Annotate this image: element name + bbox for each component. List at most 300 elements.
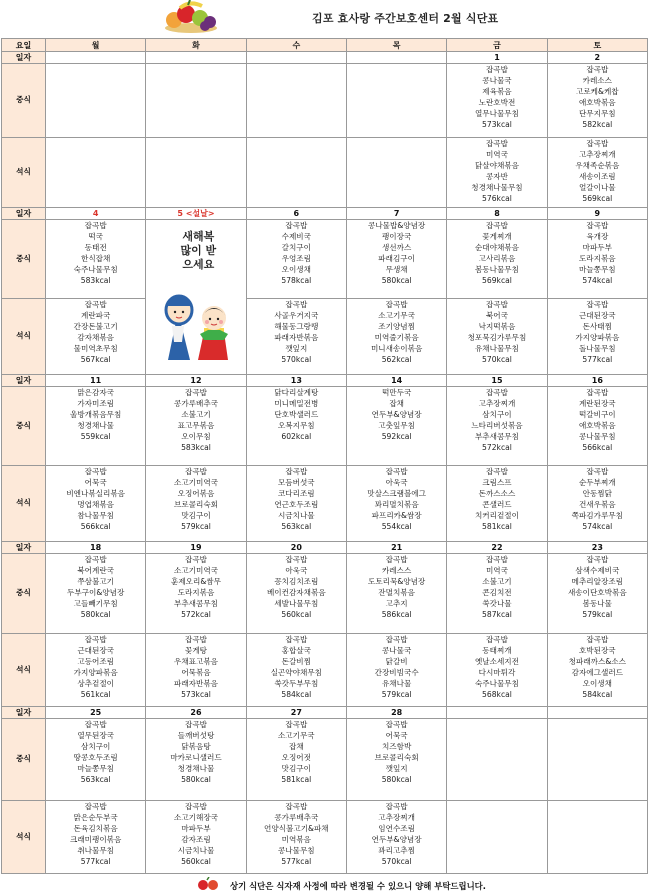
menu-item: 취나물무침 bbox=[77, 845, 114, 855]
dinner-menu-cell bbox=[246, 138, 346, 208]
menu-item: 고춧잎무침 bbox=[378, 420, 415, 430]
menu-item: 미역국 bbox=[485, 565, 508, 575]
menu-item: 옛날소세지전 bbox=[474, 656, 519, 666]
lunch-menu-cell bbox=[547, 220, 647, 299]
lunch-menu-cell bbox=[146, 554, 246, 634]
menu-item: 한식잡채 bbox=[80, 253, 111, 263]
ilja-label: 일자 bbox=[2, 208, 46, 220]
day-number: 28 bbox=[346, 707, 446, 719]
calorie-value: 578kcal bbox=[281, 275, 312, 285]
menu-item: 잡곡밥 bbox=[84, 300, 107, 309]
menu-item: 콘김치전 bbox=[482, 587, 512, 597]
menu-item: 떡국 bbox=[88, 231, 103, 241]
day-number-row bbox=[2, 208, 648, 220]
calorie-value: 584kcal bbox=[582, 689, 613, 699]
menu-item: 잡곡밥 bbox=[485, 467, 508, 476]
menu-item: 동태찌개 bbox=[482, 645, 512, 655]
lunch-menu-cell bbox=[246, 220, 346, 299]
menu-item: 소불고기 bbox=[482, 576, 512, 586]
menu-item: 우채족순볶음 bbox=[575, 160, 620, 170]
menu-item: 잡곡밥 bbox=[586, 300, 609, 309]
menu-item: 새송이조림 bbox=[578, 171, 616, 181]
menu-item: 고들빼기무침 bbox=[73, 598, 118, 608]
menu-item: 마늘쫑무침 bbox=[578, 264, 616, 274]
dinner-row bbox=[2, 299, 648, 375]
day-number bbox=[346, 52, 446, 64]
calorie-value: 582kcal bbox=[582, 119, 613, 129]
menu-item: 삼색수제비국 bbox=[575, 565, 620, 575]
lunch-row bbox=[2, 719, 648, 801]
weekday-mon: 월 bbox=[46, 39, 146, 52]
lunch-label: 중식 bbox=[2, 554, 46, 634]
lunch-menu-cell bbox=[46, 554, 146, 634]
menu-item: 간장비빔국수 bbox=[374, 667, 419, 677]
menu-item: 우엉조림 bbox=[281, 253, 311, 263]
lunch-menu-cell bbox=[146, 719, 246, 801]
day-number: 11 bbox=[46, 375, 146, 387]
menu-item: 땅콩호두조림 bbox=[73, 752, 118, 762]
dinner-menu-cell bbox=[547, 801, 647, 874]
menu-item: 아욱국 bbox=[385, 477, 408, 487]
calorie-value: 563kcal bbox=[281, 521, 312, 531]
menu-item: 크림스프 bbox=[482, 477, 512, 487]
day-number: 19 bbox=[146, 542, 246, 554]
menu-item: 파래김구이 bbox=[378, 253, 415, 263]
calorie-value: 574kcal bbox=[582, 521, 613, 531]
menu-item: 잡곡밥 bbox=[285, 467, 308, 476]
menu-item: 어묵국 bbox=[385, 730, 408, 740]
menu-item: 부추새콤무침 bbox=[474, 431, 519, 441]
day-number bbox=[246, 52, 346, 64]
menu-item: 유채나물무침 bbox=[474, 343, 519, 353]
dinner-menu-cell bbox=[246, 634, 346, 707]
weekday-fri: 금 bbox=[447, 39, 547, 52]
fruit-basket-icon bbox=[160, 0, 222, 34]
menu-item: 잡곡밥 bbox=[385, 300, 408, 309]
calorie-value: 570kcal bbox=[281, 354, 312, 364]
menu-item: 연두부&양념장 bbox=[371, 834, 422, 844]
lunch-menu-cell bbox=[447, 64, 547, 138]
menu-item: 잡곡밥 bbox=[184, 388, 207, 397]
menu-item: 어묵국 bbox=[84, 477, 107, 487]
page-header bbox=[0, 0, 650, 38]
calorie-value: 570kcal bbox=[381, 856, 412, 866]
menu-item: 호박된장국 bbox=[578, 645, 616, 655]
menu-item: 닭살야채볶음 bbox=[474, 160, 519, 170]
lunch-menu-cell bbox=[547, 387, 647, 466]
menu-item: 동태전 bbox=[84, 242, 107, 252]
menu-item: 잡곡밥 bbox=[485, 139, 508, 148]
menu-item: 오이생채 bbox=[582, 678, 612, 688]
menu-item: 도토리묵&양념장 bbox=[368, 576, 426, 586]
calorie-value: 554kcal bbox=[381, 521, 412, 531]
dinner-menu-cell bbox=[46, 138, 146, 208]
menu-item: 닭다리살계탕 bbox=[274, 388, 319, 397]
menu-item: 두부구이&양념장 bbox=[67, 587, 125, 597]
menu-item: 잡곡밥 bbox=[586, 467, 609, 476]
lunch-menu-cell bbox=[447, 554, 547, 634]
menu-item: 사골우거지국 bbox=[274, 310, 319, 320]
calorie-value: 563kcal bbox=[80, 774, 111, 784]
ilja-label: 일자 bbox=[2, 52, 46, 64]
menu-item: 미니새송이볶음 bbox=[370, 343, 423, 353]
menu-item: 콩가루배추국 bbox=[274, 812, 319, 822]
menu-item: 표고무볶음 bbox=[177, 420, 215, 430]
lunch-row bbox=[2, 387, 648, 466]
calorie-value: 562kcal bbox=[381, 354, 412, 364]
calorie-value: 566kcal bbox=[582, 442, 613, 452]
menu-item: 돌나물무침 bbox=[578, 343, 616, 353]
calorie-value: 581kcal bbox=[482, 521, 512, 531]
menu-item: 어묵볶음 bbox=[181, 667, 211, 677]
day-number: 27 bbox=[246, 707, 346, 719]
dinner-menu-cell bbox=[447, 466, 547, 542]
dinner-menu-cell bbox=[447, 299, 547, 375]
calorie-value: 559kcal bbox=[80, 431, 111, 441]
dinner-menu-cell bbox=[146, 634, 246, 707]
menu-item: 콩나물밥&양념장 bbox=[368, 221, 426, 230]
menu-item: 잡곡밥 bbox=[184, 555, 207, 564]
calorie-value: 579kcal bbox=[381, 689, 412, 699]
lunch-menu-cell bbox=[346, 387, 446, 466]
menu-item: 봄동나물무침 bbox=[474, 264, 519, 274]
calorie-value: 579kcal bbox=[582, 609, 613, 619]
menu-item: 잡곡밥 bbox=[485, 555, 508, 564]
lunch-menu-cell bbox=[46, 387, 146, 466]
menu-item: 가지양파볶음 bbox=[73, 667, 118, 677]
day-number: 23 bbox=[547, 542, 647, 554]
menu-item: 모듬버섯국 bbox=[277, 477, 315, 487]
menu-item: 오징어젓 bbox=[281, 752, 311, 762]
menu-item: 실곤약야채무침 bbox=[270, 667, 322, 677]
calorie-value: 592kcal bbox=[381, 431, 412, 441]
calorie-value: 584kcal bbox=[281, 689, 312, 699]
lunch-menu-cell bbox=[246, 64, 346, 138]
menu-item: 안동찜닭 bbox=[582, 488, 612, 498]
menu-item: 마늘쫑무침 bbox=[77, 763, 114, 773]
menu-item: 잡곡밥 bbox=[84, 555, 107, 564]
calorie-value: 577kcal bbox=[281, 856, 312, 866]
lunch-label: 중식 bbox=[2, 387, 46, 466]
menu-item: 열무나물무침 bbox=[474, 108, 519, 118]
menu-item: 오이무침 bbox=[181, 431, 211, 441]
menu-item: 소고기무국 bbox=[378, 310, 415, 320]
menu-item: 잡채 bbox=[288, 741, 304, 751]
calorie-value: 572kcal bbox=[181, 609, 211, 619]
day-number: 18 bbox=[46, 542, 146, 554]
menu-item: 훈제오리&쌈무 bbox=[171, 576, 221, 586]
dinner-menu-cell bbox=[46, 466, 146, 542]
menu-item: 잡곡밥 bbox=[84, 802, 107, 811]
menu-item: 파래자반볶음 bbox=[274, 332, 319, 342]
menu-item: 콩나물국 bbox=[381, 645, 412, 655]
hanbok-children-icon bbox=[164, 282, 230, 362]
menu-item: 순두부찌개 bbox=[578, 477, 616, 487]
menu-item: 돈까스소스 bbox=[478, 488, 516, 498]
lunch-menu-cell bbox=[246, 387, 346, 466]
dinner-menu-cell bbox=[447, 634, 547, 707]
dinner-label: 석식 bbox=[2, 138, 46, 208]
dinner-menu-cell bbox=[547, 138, 647, 208]
menu-item: 가지양파볶음 bbox=[575, 332, 620, 342]
menu-item: 꽃게탕 bbox=[184, 645, 207, 655]
calorie-value: 583kcal bbox=[80, 275, 111, 285]
calorie-value: 569kcal bbox=[482, 275, 512, 285]
lunch-label: 중식 bbox=[2, 64, 46, 138]
ilja-label: 일자 bbox=[2, 707, 46, 719]
menu-item: 닭갈비 bbox=[385, 656, 408, 666]
menu-item: 가자미조림 bbox=[77, 398, 114, 408]
menu-item: 단무지무침 bbox=[578, 108, 616, 118]
menu-item: 잡곡밥 bbox=[184, 635, 207, 644]
dinner-menu-cell bbox=[346, 634, 446, 707]
page-title: 김포 효사랑 주간보호센터 2월 식단표 bbox=[312, 12, 499, 25]
lunch-menu-cell bbox=[146, 387, 246, 466]
calorie-value: 568kcal bbox=[482, 689, 512, 699]
menu-item: 돈갈비찜 bbox=[281, 656, 311, 666]
lunch-menu-cell bbox=[447, 220, 547, 299]
dinner-menu-cell bbox=[146, 801, 246, 874]
menu-item: 잡곡밥 bbox=[285, 300, 308, 309]
menu-item: 소불고기 bbox=[181, 409, 211, 419]
menu-item: 콩나물무침 bbox=[277, 845, 315, 855]
menu-item: 잡곡밥 bbox=[184, 467, 207, 476]
day-number: 26 bbox=[146, 707, 246, 719]
menu-item: 시금치나물 bbox=[177, 845, 215, 855]
dinner-menu-cell bbox=[146, 138, 246, 208]
menu-item: 잡곡밥 bbox=[285, 720, 308, 729]
day-number-row bbox=[2, 542, 648, 554]
menu-item: 아욱국 bbox=[285, 565, 308, 575]
dinner-menu-cell bbox=[46, 801, 146, 874]
menu-item: 우채표고볶음 bbox=[173, 656, 218, 666]
menu-item: 소고기해장국 bbox=[173, 812, 218, 822]
menu-item: 돈사태찜 bbox=[582, 321, 612, 331]
menu-item: 열무된장국 bbox=[77, 730, 114, 740]
lunch-menu-cell bbox=[346, 719, 446, 801]
dinner-label: 석식 bbox=[2, 801, 46, 874]
lunch-menu-cell bbox=[146, 64, 246, 138]
dinner-menu-cell bbox=[346, 299, 446, 375]
day-number: 25 bbox=[46, 707, 146, 719]
lunch-row bbox=[2, 64, 648, 138]
menu-item: 잡곡밥 bbox=[385, 555, 408, 564]
footer-notice: 상기 식단은 식자재 사정에 따라 변경될 수 있으니 양해 부탁드립니다. bbox=[230, 881, 486, 891]
lunch-menu-cell bbox=[346, 554, 446, 634]
menu-item: 북어계란국 bbox=[77, 565, 114, 575]
calorie-value: 580kcal bbox=[381, 275, 412, 285]
menu-item: 미역줄기볶음 bbox=[374, 332, 419, 342]
menu-item: 제육볶음 bbox=[482, 86, 512, 96]
day-number: 12 bbox=[146, 375, 246, 387]
menu-item: 맛살스크램블에그 bbox=[367, 488, 426, 498]
calorie-value: 573kcal bbox=[482, 119, 512, 129]
menu-item: 꽃게찌개 bbox=[482, 231, 512, 241]
menu-item: 잡곡밥 bbox=[485, 635, 508, 644]
calorie-value: 580kcal bbox=[381, 774, 412, 784]
day-number-row bbox=[2, 52, 648, 64]
menu-item: 조기양념찜 bbox=[378, 321, 415, 331]
menu-item: 잡곡밥 bbox=[184, 802, 207, 811]
day-number: 15 bbox=[447, 375, 547, 387]
menu-item: 연근호두조림 bbox=[274, 499, 319, 509]
calorie-value: 581kcal bbox=[281, 774, 312, 784]
menu-item: 카레소스 bbox=[582, 75, 612, 85]
menu-item: 마카로니샐러드 bbox=[170, 752, 222, 762]
menu-item: 노란호박전 bbox=[478, 97, 516, 107]
day-number: 9 bbox=[547, 208, 647, 220]
dinner-menu-cell bbox=[547, 634, 647, 707]
menu-item: 감자조림 bbox=[181, 834, 211, 844]
menu-item: 봄동나물 bbox=[582, 598, 612, 608]
calorie-value: 577kcal bbox=[582, 354, 613, 364]
calorie-value: 560kcal bbox=[281, 609, 312, 619]
menu-item: 잡채 bbox=[389, 398, 404, 408]
menu-item: 브로콜리숙회 bbox=[173, 499, 218, 509]
menu-item: 꽈리고추찜 bbox=[378, 845, 415, 855]
menu-item: 잡곡밥 bbox=[485, 300, 508, 309]
menu-item: 잡곡밥 bbox=[285, 221, 308, 230]
dinner-label: 석식 bbox=[2, 466, 46, 542]
menu-item: 고등어조림 bbox=[77, 656, 114, 666]
menu-item: 잡곡밥 bbox=[485, 65, 508, 74]
menu-item: 애호박볶음 bbox=[578, 420, 616, 430]
menu-item: 연두부&양념장 bbox=[371, 409, 422, 419]
day-number bbox=[447, 707, 547, 719]
menu-item: 언양식불고기&파채 bbox=[264, 823, 329, 833]
menu-item: 잡곡밥 bbox=[285, 555, 308, 564]
calorie-value: 602kcal bbox=[281, 431, 312, 441]
menu-item: 맑은감자국 bbox=[77, 388, 114, 397]
dinner-menu-cell bbox=[246, 466, 346, 542]
lunch-menu-cell bbox=[447, 719, 547, 801]
lunch-label: 중식 bbox=[2, 719, 46, 801]
menu-item: 물미역초무침 bbox=[73, 343, 118, 353]
calorie-value: 561kcal bbox=[80, 689, 111, 699]
menu-item: 깻잎지 bbox=[385, 763, 408, 773]
lunch-menu-cell bbox=[46, 64, 146, 138]
menu-item: 단호박샐러드 bbox=[274, 409, 319, 419]
menu-item: 고추지 bbox=[385, 598, 408, 608]
dinner-menu-cell bbox=[146, 466, 246, 542]
menu-item: 닭볶음탕 bbox=[181, 741, 211, 751]
menu-item: 소고기미역국 bbox=[173, 565, 218, 575]
menu-item: 마파두부 bbox=[181, 823, 211, 833]
menu-item: 도라지볶음 bbox=[578, 253, 616, 263]
menu-item: 콘샐러드 bbox=[482, 499, 512, 509]
lunch-label: 중식 bbox=[2, 220, 46, 299]
menu-item: 계란파국 bbox=[80, 310, 111, 320]
menu-item: 다시마튀각 bbox=[478, 667, 516, 677]
menu-item: 크래미팽이볶음 bbox=[69, 834, 122, 844]
menu-item: 감자에그샐러드 bbox=[571, 667, 623, 677]
day-number: 13 bbox=[246, 375, 346, 387]
menu-item: 잡곡밥 bbox=[84, 720, 107, 729]
dinner-row bbox=[2, 801, 648, 874]
menu-item: 떡만두국 bbox=[381, 388, 412, 397]
menu-item: 생선까스 bbox=[381, 242, 412, 252]
lunch-menu-cell bbox=[447, 387, 547, 466]
menu-item: 쭈삼불고기 bbox=[77, 576, 114, 586]
menu-item: 쑥갓나물 bbox=[482, 598, 512, 608]
calorie-value: 583kcal bbox=[181, 442, 211, 452]
day-number bbox=[46, 52, 146, 64]
menu-item: 잡곡밥 bbox=[485, 221, 508, 230]
menu-item: 콩나물무침 bbox=[578, 431, 616, 441]
menu-item: 새송이단호박볶음 bbox=[567, 587, 627, 597]
day-number: 7 bbox=[346, 208, 446, 220]
day-number-row bbox=[2, 707, 648, 719]
menu-item: 미역볶음 bbox=[281, 834, 311, 844]
menu-item: 잡곡밥 bbox=[285, 635, 308, 644]
menu-item: 잡곡밥 bbox=[485, 388, 508, 397]
menu-item: 깻잎지 bbox=[285, 343, 308, 353]
menu-item: 잡곡밥 bbox=[385, 720, 408, 729]
calorie-value: 572kcal bbox=[482, 442, 512, 452]
calorie-value: 560kcal bbox=[181, 856, 211, 866]
menu-item: 베이컨감자채볶음 bbox=[266, 587, 326, 597]
menu-item: 잡곡밥 bbox=[586, 65, 609, 74]
menu-item: 메추리알장조림 bbox=[571, 576, 623, 586]
lunch-menu-cell bbox=[246, 554, 346, 634]
menu-item: 쑥갓두부무침 bbox=[274, 678, 319, 688]
calorie-value: 573kcal bbox=[181, 689, 211, 699]
yoil-label: 요일 bbox=[2, 39, 46, 52]
lunch-menu-cell bbox=[246, 719, 346, 801]
meal-schedule-table bbox=[1, 38, 648, 874]
dinner-label: 석식 bbox=[2, 634, 46, 707]
menu-item: 느타리버섯볶음 bbox=[471, 420, 523, 430]
menu-item: 갈치구이 bbox=[281, 242, 311, 252]
menu-item: 오이생채 bbox=[281, 264, 311, 274]
menu-item: 감자채볶음 bbox=[77, 332, 114, 342]
menu-item: 미역국 bbox=[485, 149, 508, 159]
day-number: 6 bbox=[246, 208, 346, 220]
day-number bbox=[547, 707, 647, 719]
ilja-label: 일자 bbox=[2, 375, 46, 387]
day-number: 1 bbox=[447, 52, 547, 64]
lunch-menu-cell bbox=[346, 220, 446, 299]
menu-item: 애호박볶음 bbox=[578, 97, 616, 107]
dinner-label: 석식 bbox=[2, 299, 46, 375]
menu-item: 잡곡밥 bbox=[84, 635, 107, 644]
menu-item: 잡곡밥 bbox=[385, 802, 408, 811]
menu-item: 청포묵김가루무침 bbox=[467, 332, 527, 342]
calorie-value: 566kcal bbox=[80, 521, 111, 531]
lunch-menu-cell bbox=[547, 64, 647, 138]
menu-item: 잡곡밥 bbox=[586, 388, 609, 397]
weekday-sat: 토 bbox=[547, 39, 647, 52]
menu-item: 떡갈비구이 bbox=[578, 409, 616, 419]
calorie-value: 569kcal bbox=[582, 193, 613, 203]
calorie-value: 574kcal bbox=[582, 275, 613, 285]
dinner-menu-cell bbox=[346, 801, 446, 874]
menu-item: 세발나물무침 bbox=[274, 598, 319, 608]
menu-item: 숙주나물무침 bbox=[73, 264, 118, 274]
day-number bbox=[146, 52, 246, 64]
menu-item: 상추겉절이 bbox=[77, 678, 114, 688]
menu-item: 얼갈이나물 bbox=[578, 182, 616, 192]
menu-item: 청파래까스&소스 bbox=[568, 656, 626, 666]
menu-item: 고추장찌개 bbox=[578, 149, 616, 159]
lunch-row bbox=[2, 554, 648, 634]
menu-item: 청경채나물 bbox=[177, 763, 215, 773]
weekday-wed: 수 bbox=[246, 39, 346, 52]
menu-item: 삼치구이 bbox=[482, 409, 512, 419]
menu-item: 돈육김치볶음 bbox=[73, 823, 118, 833]
menu-item: 홍합살국 bbox=[281, 645, 311, 655]
menu-item: 맛김구이 bbox=[181, 510, 211, 520]
